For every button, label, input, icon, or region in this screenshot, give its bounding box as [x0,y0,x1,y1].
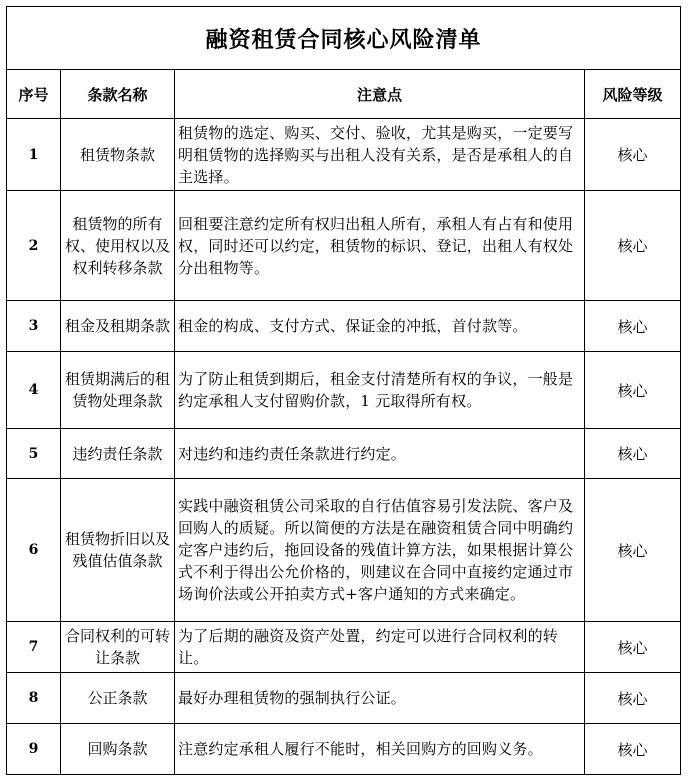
row-clause: 租赁物折旧以及残值估值条款 [61,479,175,622]
risk-table [6,6,681,775]
table-row [7,301,681,352]
table-row [7,622,681,673]
risk-list-sheet [6,6,680,775]
row-note: 租金的构成、支付方式、保证金的冲抵，首付款等。 [175,301,585,352]
row-risk: 核心 [585,352,681,429]
row-seq: 3 [7,301,61,352]
row-note: 回租要注意约定所有权归出租人所有，承租人有占有和使用权，同时还可以约定，租赁物的标识、登记，出租人有权处分出租物等。 [175,191,585,301]
row-clause: 公正条款 [61,673,175,724]
header-seq: 序号 [7,70,61,119]
row-seq: 7 [7,622,61,673]
row-clause: 违约责任条款 [61,429,175,479]
row-risk: 核心 [585,191,681,301]
row-seq: 2 [7,191,61,301]
row-clause: 租金及租期条款 [61,301,175,352]
table-title: 融资租赁合同核心风险清单 [7,7,681,70]
row-clause: 租赁物条款 [61,119,175,191]
row-clause: 租赁期满后的租赁物处理条款 [61,352,175,429]
row-seq: 6 [7,479,61,622]
row-risk: 核心 [585,429,681,479]
row-note: 注意约定承租人履行不能时，相关回购方的回购义务。 [175,724,585,775]
row-note: 租赁物的选定、购买、交付、验收，尤其是购买，一定要写明租赁物的选择购买与出租人没有关系，是否是承租人的自主选择。 [175,119,585,191]
row-seq: 1 [7,119,61,191]
row-clause: 租赁物的所有权、使用权以及权利转移条款 [61,191,175,301]
table-row [7,724,681,775]
table-row [7,429,681,479]
header-clause: 条款名称 [61,70,175,119]
row-seq: 4 [7,352,61,429]
row-risk: 核心 [585,119,681,191]
table-row [7,673,681,724]
table-row [7,191,681,301]
row-note: 为了后期的融资及资产处置，约定可以进行合同权利的转让。 [175,622,585,673]
row-note: 对违约和违约责任条款进行约定。 [175,429,585,479]
row-risk: 核心 [585,301,681,352]
row-risk: 核心 [585,622,681,673]
header-risk: 风险等级 [585,70,681,119]
row-risk: 核心 [585,479,681,622]
header-row [7,70,681,119]
row-clause: 回购条款 [61,724,175,775]
row-risk: 核心 [585,724,681,775]
row-note: 实践中融资租赁公司采取的自行估值容易引发法院、客户及回购人的质疑。所以简便的方法是在融资租赁合同中明确约定客户违约后，拖回设备的残值计算方法，如果根据计算公式不利于得出公允价格的，则建议在合同中直接约定通过市场询价法或公开拍卖方式+客户通知的方式来确定。 [175,479,585,622]
row-seq: 9 [7,724,61,775]
table-row [7,119,681,191]
table-row [7,479,681,622]
row-risk: 核心 [585,673,681,724]
row-seq: 8 [7,673,61,724]
row-note: 为了防止租赁到期后，租金支付清楚所有权的争议，一般是约定承租人支付留购价款，1 元取得所有权。 [175,352,585,429]
table-row [7,352,681,429]
row-clause: 合同权利的可转让条款 [61,622,175,673]
row-note: 最好办理租赁物的强制执行公证。 [175,673,585,724]
header-notes: 注意点 [175,70,585,119]
row-seq: 5 [7,429,61,479]
